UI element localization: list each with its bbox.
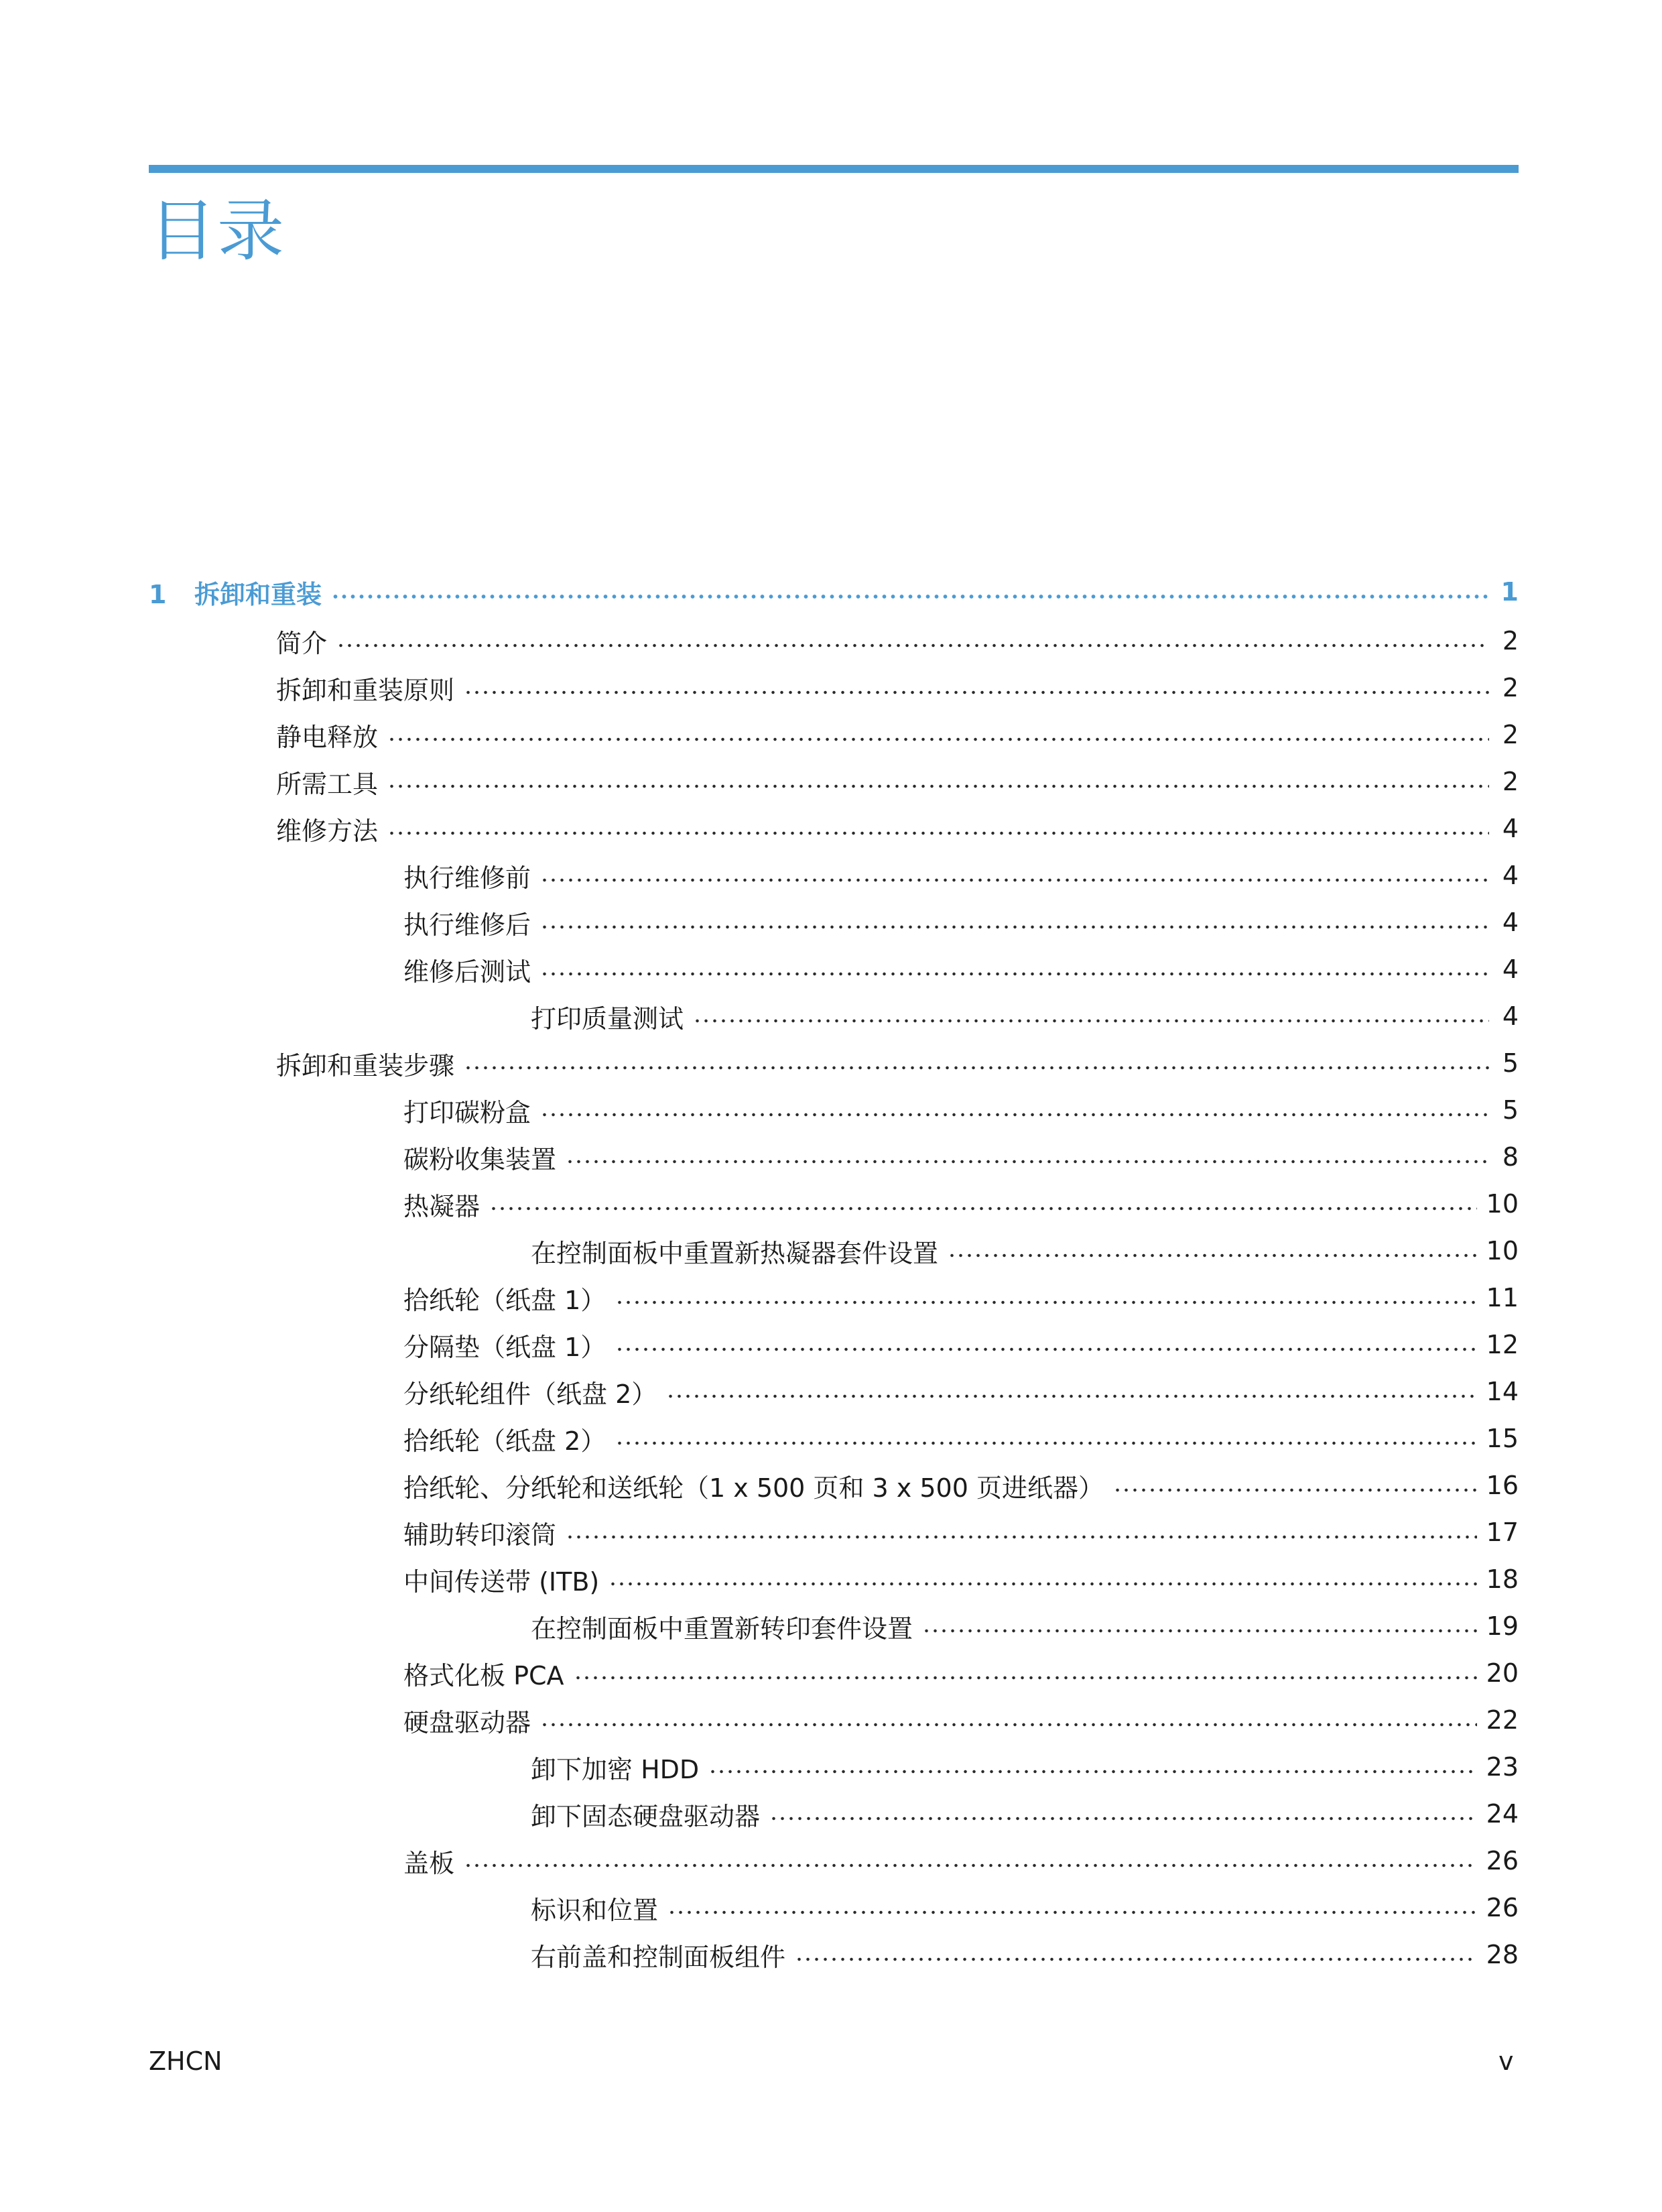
- toc-entry-title: 执行维修后: [403, 910, 531, 940]
- toc-dot-leader: [387, 831, 1489, 835]
- toc-entry[interactable]: [403, 1368, 1519, 1415]
- toc-entry-title: 辅助转印滚筒: [403, 1520, 557, 1550]
- toc-entry-title: 简介: [276, 628, 328, 658]
- toc-entry-title: 拾纸轮（纸盘 2）: [403, 1426, 606, 1456]
- toc-entry-title: 卸下加密 HDD: [531, 1754, 700, 1784]
- toc-page-number: 2: [1502, 720, 1519, 749]
- toc-dot-leader: [693, 1019, 1489, 1023]
- toc-page-number: 4: [1502, 814, 1519, 843]
- toc-entry-title: 维修后测试: [403, 957, 531, 987]
- toc-entry[interactable]: [531, 1603, 1519, 1650]
- toc-page-number: 14: [1486, 1377, 1519, 1406]
- toc-entry-title: 中间传送带 (ITB): [403, 1566, 600, 1597]
- toc-entry-title: 拆卸和重装原则: [276, 675, 455, 705]
- toc-page-number: 12: [1486, 1330, 1519, 1359]
- toc-dot-leader: [489, 1207, 1477, 1211]
- toc-entry-title: 打印质量测试: [531, 1003, 684, 1034]
- toc-entry[interactable]: [403, 1556, 1519, 1603]
- toc-page-number: 23: [1486, 1752, 1519, 1782]
- toc-page-number: 17: [1486, 1518, 1519, 1547]
- toc-entry[interactable]: [531, 993, 1519, 1040]
- toc-page-number: 4: [1502, 955, 1519, 984]
- toc-entry-title: 分纸轮组件（纸盘 2）: [403, 1379, 657, 1409]
- toc-entry[interactable]: [531, 1884, 1519, 1931]
- toc-entry[interactable]: [403, 1415, 1519, 1462]
- toc-dot-leader: [609, 1582, 1476, 1586]
- toc-dot-leader: [615, 1300, 1476, 1304]
- footer-page-number: v: [1498, 2046, 1514, 2076]
- toc-page-number: 26: [1486, 1893, 1519, 1922]
- toc-page-number: 1: [1500, 577, 1519, 607]
- toc-entry[interactable]: [531, 1743, 1519, 1790]
- toc-page-number: 11: [1486, 1283, 1519, 1312]
- toc-page-number: 24: [1486, 1799, 1519, 1829]
- toc-dot-leader: [574, 1676, 1477, 1680]
- toc-entry[interactable]: [531, 1227, 1519, 1274]
- toc-entry[interactable]: [403, 1462, 1519, 1509]
- toc-dot-leader: [615, 1347, 1476, 1351]
- toc-dot-leader: [331, 595, 1489, 599]
- toc-page-number: 18: [1486, 1564, 1519, 1594]
- toc-page-number: 28: [1486, 1940, 1519, 1969]
- toc-entry[interactable]: [403, 1321, 1519, 1368]
- toc-entry-title: 拾纸轮、分纸轮和送纸轮（1 x 500 页和 3 x 500 页进纸器）: [403, 1473, 1104, 1503]
- toc-entry-title: 分隔垫（纸盘 1）: [403, 1332, 606, 1362]
- toc-dot-leader: [1113, 1488, 1477, 1492]
- toc-dot-leader: [540, 878, 1489, 882]
- toc-entry[interactable]: [276, 805, 1519, 852]
- toc-page-number: 15: [1486, 1424, 1519, 1453]
- toc-page-number: 4: [1502, 1001, 1519, 1031]
- toc-entry-title: 热凝器: [403, 1191, 481, 1221]
- page-title: 目录: [149, 192, 285, 270]
- toc-entry[interactable]: [403, 1509, 1519, 1556]
- toc-entry-title: 打印碳粉盒: [403, 1097, 531, 1127]
- toc-entry[interactable]: [403, 1133, 1519, 1180]
- toc-page-number: 10: [1486, 1236, 1519, 1266]
- toc-entry[interactable]: [403, 1180, 1519, 1227]
- toc-entry[interactable]: [531, 1931, 1519, 1978]
- toc-dot-leader: [336, 643, 1489, 648]
- toc-entry[interactable]: [276, 664, 1519, 711]
- toc-page-number: 4: [1502, 908, 1519, 937]
- toc-entry[interactable]: [403, 899, 1519, 946]
- toc-dot-leader: [387, 737, 1489, 741]
- toc-page-number: 5: [1502, 1048, 1519, 1078]
- toc-entry[interactable]: [403, 1087, 1519, 1133]
- toc-dot-leader: [540, 972, 1489, 976]
- toc-page-number: 5: [1502, 1095, 1519, 1125]
- toc-entry-title: 所需工具: [276, 769, 379, 799]
- toc-page-number: 26: [1486, 1846, 1519, 1876]
- toc-dot-leader: [666, 1394, 1476, 1398]
- toc-chapter-number: 1: [149, 579, 167, 609]
- toc-entry[interactable]: [403, 1697, 1519, 1743]
- toc-entry-title: 拾纸轮（纸盘 1）: [403, 1285, 606, 1315]
- toc-dot-leader: [464, 1066, 1489, 1070]
- toc-page-number: 20: [1486, 1658, 1519, 1688]
- toc-page-number: 16: [1486, 1471, 1519, 1500]
- toc-entry-title: 碳粉收集装置: [403, 1144, 557, 1174]
- toc-chapter-label: [149, 574, 331, 611]
- toc-dot-leader: [615, 1441, 1476, 1445]
- toc-entry-title: 在控制面板中重置新转印套件设置: [531, 1613, 913, 1644]
- toc-entry[interactable]: [276, 711, 1519, 758]
- toc-entry[interactable]: [403, 1650, 1519, 1697]
- header-rule: [149, 165, 1519, 173]
- toc-entry-title: 右前盖和控制面板组件: [531, 1942, 786, 1972]
- toc-page-number: 19: [1486, 1611, 1519, 1641]
- toc-entry[interactable]: [403, 1837, 1519, 1884]
- toc-dot-leader: [566, 1535, 1477, 1539]
- toc-dot-leader: [667, 1910, 1477, 1914]
- toc-page-number: 2: [1502, 626, 1519, 656]
- toc-dot-leader: [566, 1160, 1489, 1164]
- toc-dot-leader: [540, 1723, 1477, 1727]
- toc-entry-title: 标识和位置: [531, 1895, 659, 1925]
- toc-dot-leader: [387, 784, 1489, 788]
- toc-page-number: 10: [1486, 1189, 1519, 1219]
- toc-dot-leader: [948, 1253, 1477, 1257]
- toc-dot-leader: [464, 1863, 1477, 1867]
- toc-entry[interactable]: [276, 617, 1519, 664]
- toc-dot-leader: [922, 1629, 1477, 1633]
- toc-chapter-title: 拆卸和重装: [194, 579, 322, 609]
- toc-entry[interactable]: [276, 758, 1519, 805]
- toc-entry-title: 硬盘驱动器: [403, 1707, 531, 1737]
- toc-page-number: 2: [1502, 767, 1519, 796]
- toc-entry-title: 格式化板 PCA: [403, 1660, 564, 1691]
- toc-page-number: 2: [1502, 673, 1519, 702]
- toc-dot-leader: [708, 1770, 1476, 1774]
- toc-page-number: 8: [1502, 1142, 1519, 1172]
- toc-entry-title: 在控制面板中重置新热凝器套件设置: [531, 1238, 939, 1268]
- toc-entry[interactable]: [531, 1790, 1519, 1837]
- toc-dot-leader: [540, 1113, 1489, 1117]
- toc-dot-leader: [769, 1817, 1477, 1821]
- toc-entry[interactable]: [403, 1274, 1519, 1321]
- toc-page-number: 22: [1486, 1705, 1519, 1735]
- toc-entry[interactable]: [403, 946, 1519, 993]
- toc-entry-title: 盖板: [403, 1848, 455, 1878]
- toc-entry-title: 执行维修前: [403, 863, 531, 893]
- toc-chapter-1[interactable]: [149, 568, 1519, 615]
- footer-language-code: ZHCN: [149, 2046, 222, 2076]
- toc-entry-title: 维修方法: [276, 816, 379, 846]
- toc-dot-leader: [795, 1957, 1477, 1961]
- toc-dot-leader: [540, 925, 1489, 929]
- toc-entry[interactable]: [403, 852, 1519, 899]
- toc-page-number: 4: [1502, 861, 1519, 890]
- toc-dot-leader: [464, 690, 1489, 694]
- toc-entry-title: 拆卸和重装步骤: [276, 1050, 455, 1081]
- toc-entry-title: 卸下固态硬盘驱动器: [531, 1801, 761, 1831]
- toc-entry-title: 静电释放: [276, 722, 379, 752]
- toc-entry[interactable]: [276, 1040, 1519, 1087]
